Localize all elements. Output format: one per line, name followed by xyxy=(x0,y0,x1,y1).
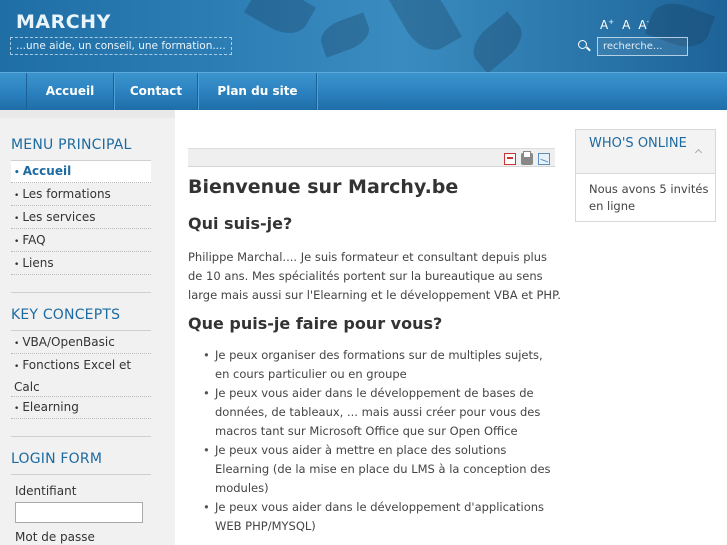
menu-item-les-services[interactable]: • Les services xyxy=(11,207,151,229)
menu-item-accueil[interactable]: • Accueil xyxy=(11,161,151,183)
module-divider xyxy=(11,474,151,475)
header-decoration xyxy=(316,12,373,57)
nav-item-plan-du-site[interactable]: Plan du site xyxy=(199,73,317,110)
font-increase-button[interactable]: A+ xyxy=(600,18,615,32)
list-item: • Je peux organiser des formations sur de multiples sujets, en cours particulier ou en groupe xyxy=(203,346,553,384)
module-divider xyxy=(11,330,151,331)
font-decrease-button[interactable]: A- xyxy=(638,18,650,32)
pdf-icon[interactable] xyxy=(504,153,516,165)
section-heading-services: Que puis-je faire pour vous? xyxy=(188,314,443,333)
menu-item-vba-openbasic[interactable]: • VBA/OpenBasic xyxy=(11,332,151,354)
list-item: • Je peux vous aider à mettre en place des solutions Elearning (de la mise en place du LMS à la conception des modules) xyxy=(203,441,553,498)
page-title: Bienvenue sur Marchy.be xyxy=(188,176,459,198)
main-navigation xyxy=(0,72,727,110)
header-decoration xyxy=(244,0,316,42)
whos-online-module xyxy=(575,129,716,222)
nav-item-contact[interactable]: Contact xyxy=(115,73,198,110)
search-icon xyxy=(578,40,592,54)
left-sidebar xyxy=(0,110,175,545)
font-size-controls xyxy=(600,18,649,32)
module-divider xyxy=(11,292,151,293)
whos-online-text: Nous avons 5 invités en ligne xyxy=(589,182,709,213)
list-item: • Je peux vous aider dans le développement d'applications WEB PHP/MYSQL) xyxy=(203,498,553,536)
search-box xyxy=(578,37,688,56)
print-icon[interactable] xyxy=(521,153,533,165)
font-reset-button[interactable]: A xyxy=(622,18,631,32)
search-input[interactable] xyxy=(597,37,688,56)
key-concepts-title: KEY CONCEPTS xyxy=(11,307,121,323)
header-decoration xyxy=(388,0,462,59)
site-tagline: ...une aide, un conseil, une formation.... xyxy=(10,37,232,55)
menu-item-les-formations[interactable]: • Les formations xyxy=(11,184,151,206)
services-list xyxy=(203,346,553,536)
main-menu-title: MENU PRINCIPAL xyxy=(11,137,132,153)
site-title[interactable]: MARCHY xyxy=(16,11,111,33)
header-decoration xyxy=(465,11,530,72)
email-icon[interactable] xyxy=(538,153,550,165)
username-label: Identifiant xyxy=(15,484,77,498)
menu-item-elearning[interactable]: • Elearning xyxy=(11,397,151,419)
username-input[interactable] xyxy=(15,502,143,523)
login-form-title: LOGIN FORM xyxy=(11,451,103,467)
menu-item-faq[interactable]: • FAQ xyxy=(11,230,151,252)
intro-paragraph: Philippe Marchal.... Je suis formateur et consultant depuis plus de 10 ans. Mes spécialités portent sur la bureautique au sens large mais aussi sur l'Elearning et le développement VBA et PHP. xyxy=(188,250,561,302)
article-toolbar xyxy=(188,148,555,167)
menu-item-fonctions-excel-calc[interactable]: • Fonctions Excel et Calc xyxy=(11,355,151,397)
nav-item-accueil[interactable]: Accueil xyxy=(27,73,114,110)
site-header xyxy=(0,0,727,72)
module-divider xyxy=(11,436,151,437)
section-heading-who: Qui suis-je? xyxy=(188,214,293,233)
list-item: • Je peux vous aider dans le développement de bases de données, de tableaux, ... mais aussi créer pour vous des macros tant sur Microsoft Office que sur Open Office xyxy=(203,384,553,441)
menu-item-liens[interactable]: • Liens xyxy=(11,253,151,275)
password-label: Mot de passe xyxy=(15,530,95,544)
collapse-icon[interactable] xyxy=(695,148,703,156)
whos-online-title: WHO'S ONLINE xyxy=(589,136,687,151)
whos-online-header xyxy=(576,130,715,174)
